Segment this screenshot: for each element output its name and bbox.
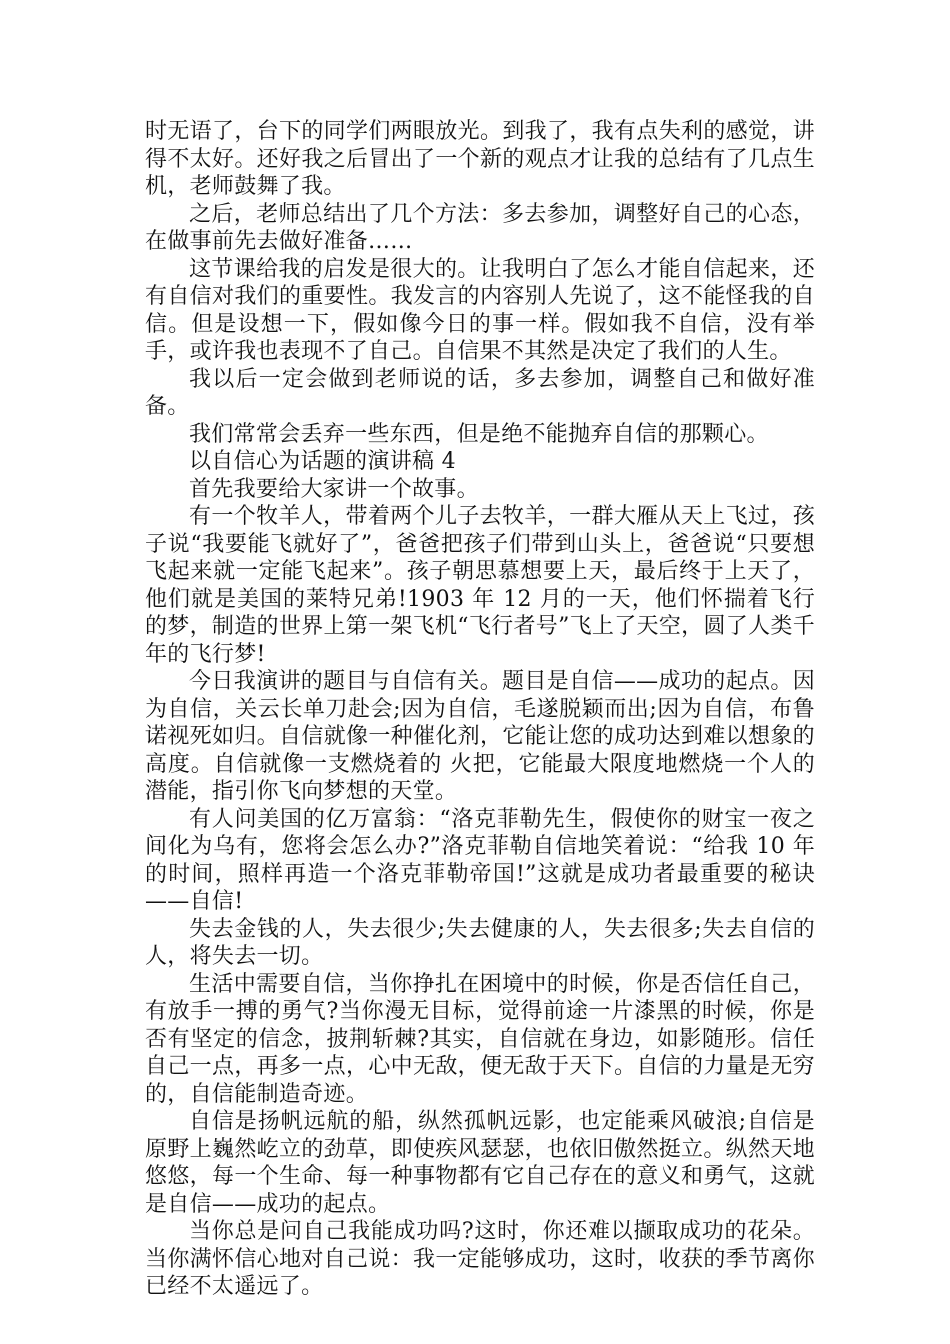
paragraph: 这节课给我的启发是很大的。让我明白了怎么才能自信起来，还有自信对我们的重要性。我发言的内容别人先说了，这不能怪我的自信。但是设想一下，假如像今日的事一样。假如我不自信，没有举手，或许我也表现不了自己。自信果不其然是决定了我们的人生。: [145, 256, 815, 364]
paragraph: 当你总是问自己我能成功吗?这时，你还难以撷取成功的花朵。当你满怀信心地对自己说：我一定能够成功，这时，收获的季节离你已经不太遥远了。: [145, 1219, 815, 1299]
paragraph: 生活中需要自信，当你挣扎在困境中的时候，你是否信任自己，有放手一搏的勇气?当你漫无目标，觉得前途一片漆黑的时候，你是否有坚定的信念，披荆斩棘?其实，自信就在身边，如影随形。信任自己一点，再多一点，心中无敌，便无敌于天下。自信的力量是无穷的，自信能制造奇迹。: [145, 971, 815, 1107]
paragraph: 我们常常会丢弃一些东西，但是绝不能抛弃自信的那颗心。: [189, 421, 769, 447]
paragraph: 首先我要给大家讲一个故事。: [189, 476, 479, 502]
paragraph: 有人问美国的亿万富翁：“洛克菲勒先生，假使你的财宝一夜之间化为乌有，您将会怎么办?”洛克菲勒自信地笑着说：“给我 10 年的时间，照样再造一个洛克菲勒帝国!”这就是成功者最重要的秘诀——自信!: [145, 806, 815, 914]
paragraph: 以自信心为话题的演讲稿 4: [189, 449, 456, 474]
paragraph: 今日我演讲的题目与自信有关。题目是自信——成功的起点。因为自信，关云长单刀赴会;因为自信，毛遂脱颖而出;因为自信，布鲁诺视死如归。自信就像一种催化剂，它能让您的成功达到难以想象的高度。自信就像一支燃烧着的 火把，它能最大限度地燃烧一个人的潜能，指引你飞向梦想的天堂。: [145, 669, 815, 804]
paragraph: 我以后一定会做到老师说的话，多去参加，调整自己和做好准备。: [145, 366, 815, 419]
document-body: [145, 118, 815, 1301]
paragraph: 之后，老师总结出了几个方法：多去参加，调整好自己的心态，在做事前先去做好准备……: [145, 201, 815, 254]
paragraph: 时无语了，台下的同学们两眼放光。到我了，我有点失利的感觉，讲得不太好。还好我之后冒出了一个新的观点才让我的总结有了几点生机，老师鼓舞了我。: [145, 119, 815, 199]
paragraph: 失去金钱的人，失去很少;失去健康的人，失去很多;失去自信的人，将失去一切。: [145, 916, 815, 969]
paragraph: 自信是扬帆远航的船，纵然孤帆远影，也定能乘风破浪;自信是原野上巍然屹立的劲草，即使疾风瑟瑟，也依旧傲然挺立。纵然天地悠悠，每一个生命、每一种事物都有它自己存在的意义和勇气，这就是自信——成功的起点。: [145, 1109, 815, 1217]
paragraph: 有一个牧羊人，带着两个儿子去牧羊，一群大雁从天上飞过，孩子说“我要能飞就好了”，爸爸把孩子们带到山头上，爸爸说“只要想飞起来就一定能飞起来”。孩子朝思慕想要上天，最后终于上天了，他们就是美国的莱特兄弟!1903 年 12 月的一天，他们怀揣着飞行的梦，制造的世界上第一架飞机“飞行者号”飞上了天空，圆了人类千年的飞行梦!: [145, 504, 815, 667]
